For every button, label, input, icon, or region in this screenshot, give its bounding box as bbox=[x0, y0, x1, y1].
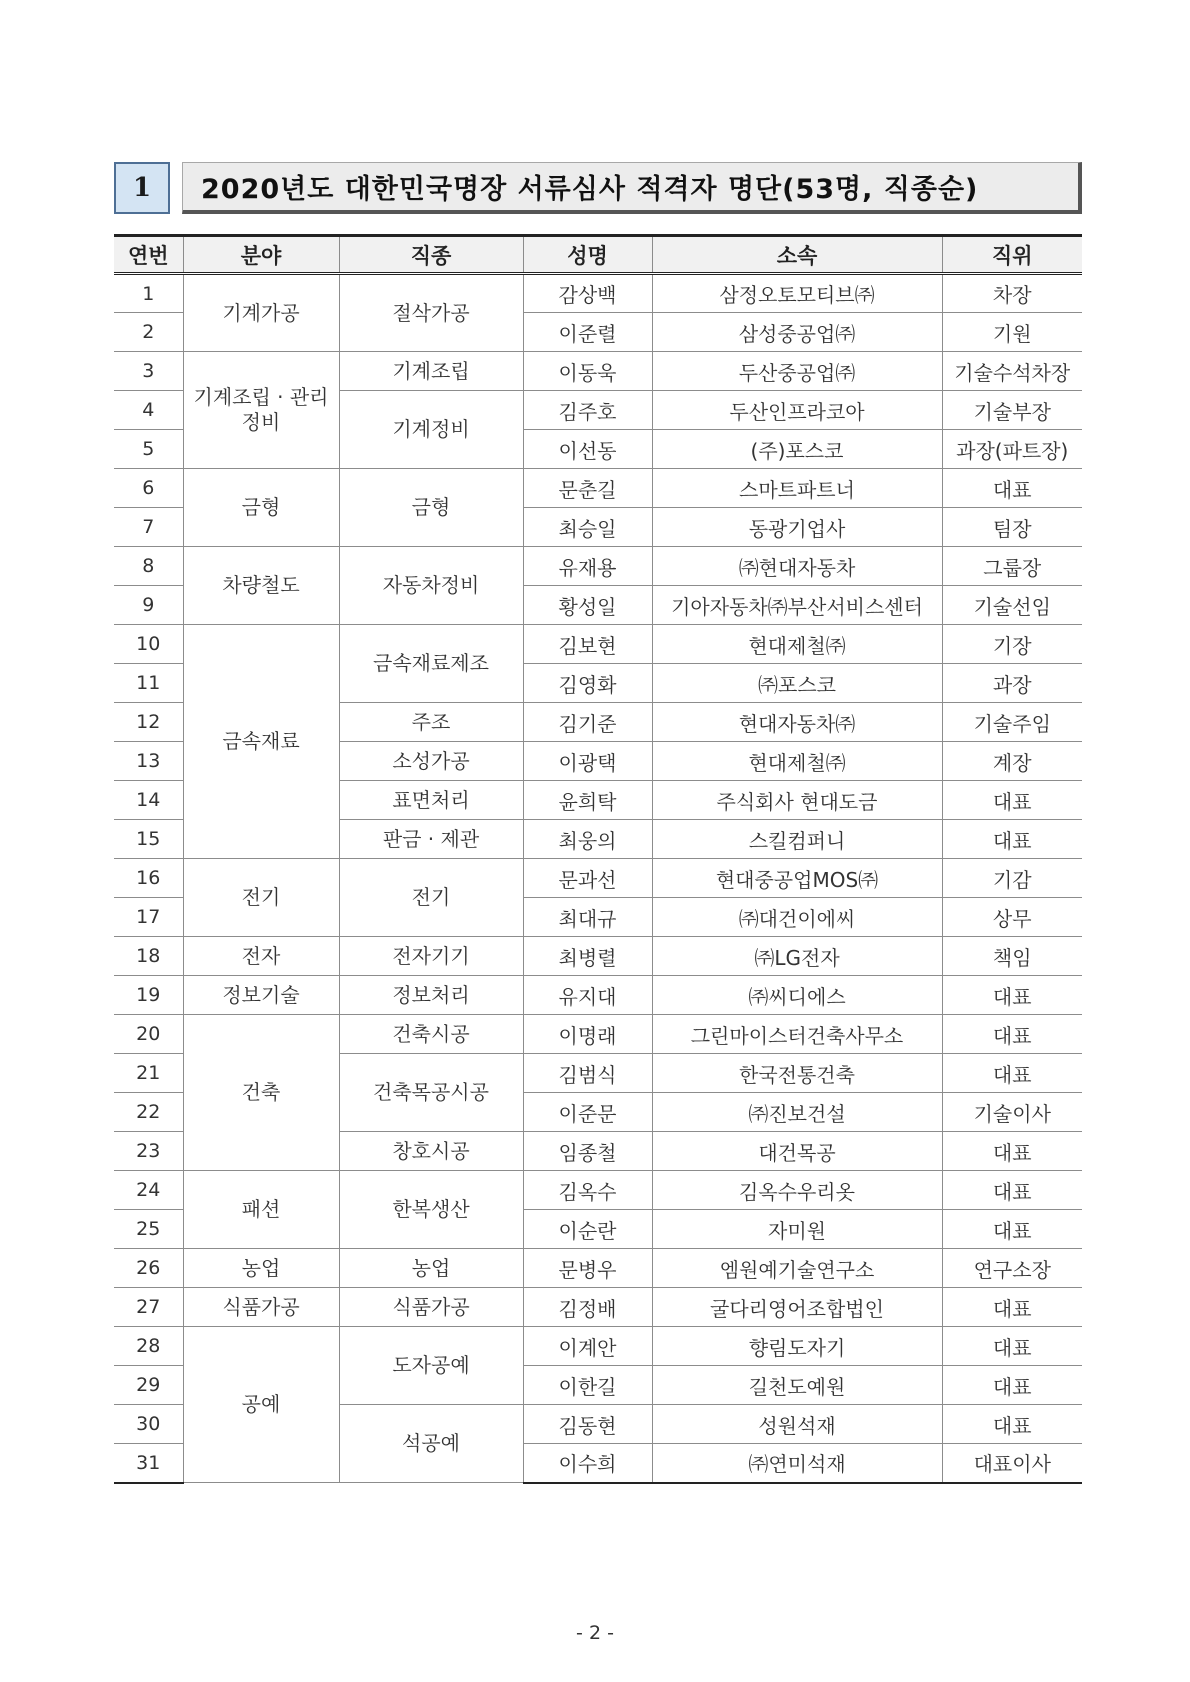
cell-company: ㈜진보건설 bbox=[652, 1093, 942, 1132]
cell-name: 최승일 bbox=[523, 508, 652, 547]
cell-trade: 기계정비 bbox=[339, 391, 523, 469]
cell-no: 24 bbox=[114, 1171, 183, 1210]
cell-no: 7 bbox=[114, 508, 183, 547]
cell-name: 이동욱 bbox=[523, 352, 652, 391]
column-header-trade: 직종 bbox=[339, 236, 523, 274]
cell-company: 스마트파트너 bbox=[652, 469, 942, 508]
cell-no: 27 bbox=[114, 1288, 183, 1327]
cell-trade: 창호시공 bbox=[339, 1132, 523, 1171]
cell-position: 대표 bbox=[942, 781, 1082, 820]
cell-company: 주식회사 현대도금 bbox=[652, 781, 942, 820]
table-row bbox=[114, 1015, 1082, 1054]
cell-name: 이한길 bbox=[523, 1366, 652, 1405]
cell-no: 11 bbox=[114, 664, 183, 703]
table-header bbox=[114, 236, 1082, 274]
cell-no: 1 bbox=[114, 274, 183, 313]
cell-company: ㈜현대자동차 bbox=[652, 547, 942, 586]
cell-name: 임종철 bbox=[523, 1132, 652, 1171]
cell-company: ㈜연미석재 bbox=[652, 1444, 942, 1483]
cell-position: 대표 bbox=[942, 1366, 1082, 1405]
cell-position: 기술선임 bbox=[942, 586, 1082, 625]
cell-no: 17 bbox=[114, 898, 183, 937]
cell-company: 기아자동차㈜부산서비스센터 bbox=[652, 586, 942, 625]
cell-position: 대표 bbox=[942, 1288, 1082, 1327]
cell-no: 10 bbox=[114, 625, 183, 664]
candidate-table bbox=[114, 234, 1082, 1484]
cell-position: 기원 bbox=[942, 313, 1082, 352]
table-row bbox=[114, 859, 1082, 898]
cell-no: 21 bbox=[114, 1054, 183, 1093]
cell-company: 길천도예원 bbox=[652, 1366, 942, 1405]
cell-field: 농업 bbox=[183, 1249, 339, 1288]
table-row bbox=[114, 1171, 1082, 1210]
cell-trade: 건축목공시공 bbox=[339, 1054, 523, 1132]
cell-company: (주)포스코 bbox=[652, 430, 942, 469]
cell-position: 기술수석차장 bbox=[942, 352, 1082, 391]
cell-trade: 금형 bbox=[339, 469, 523, 547]
section-header bbox=[114, 162, 1082, 214]
cell-company: 대건목공 bbox=[652, 1132, 942, 1171]
cell-no: 30 bbox=[114, 1405, 183, 1444]
table-header-row bbox=[114, 236, 1082, 274]
cell-field: 패션 bbox=[183, 1171, 339, 1249]
cell-name: 이수희 bbox=[523, 1444, 652, 1483]
cell-name: 김범식 bbox=[523, 1054, 652, 1093]
cell-trade: 정보처리 bbox=[339, 976, 523, 1015]
cell-field: 금형 bbox=[183, 469, 339, 547]
cell-trade: 건축시공 bbox=[339, 1015, 523, 1054]
cell-name: 최병렬 bbox=[523, 937, 652, 976]
page-number: - 2 - bbox=[576, 1622, 614, 1644]
cell-trade: 소성가공 bbox=[339, 742, 523, 781]
cell-name: 이준문 bbox=[523, 1093, 652, 1132]
cell-company: ㈜대건이에씨 bbox=[652, 898, 942, 937]
column-header-company: 소속 bbox=[652, 236, 942, 274]
cell-name: 문춘길 bbox=[523, 469, 652, 508]
cell-position: 책임 bbox=[942, 937, 1082, 976]
cell-no: 19 bbox=[114, 976, 183, 1015]
cell-position: 기술부장 bbox=[942, 391, 1082, 430]
cell-position: 계장 bbox=[942, 742, 1082, 781]
cell-no: 23 bbox=[114, 1132, 183, 1171]
cell-field: 기계조립 · 관리정비 bbox=[183, 352, 339, 469]
table-row bbox=[114, 976, 1082, 1015]
cell-name: 김옥수 bbox=[523, 1171, 652, 1210]
cell-position: 과장(파트장) bbox=[942, 430, 1082, 469]
cell-name: 이계안 bbox=[523, 1327, 652, 1366]
cell-no: 2 bbox=[114, 313, 183, 352]
cell-trade: 자동차정비 bbox=[339, 547, 523, 625]
cell-field: 정보기술 bbox=[183, 976, 339, 1015]
cell-company: ㈜포스코 bbox=[652, 664, 942, 703]
cell-company: 두산중공업㈜ bbox=[652, 352, 942, 391]
cell-position: 기술이사 bbox=[942, 1093, 1082, 1132]
cell-company: 동광기업사 bbox=[652, 508, 942, 547]
cell-position: 연구소장 bbox=[942, 1249, 1082, 1288]
cell-company: 스킬컴퍼니 bbox=[652, 820, 942, 859]
section-number: 1 bbox=[114, 162, 170, 214]
table-row bbox=[114, 1249, 1082, 1288]
cell-trade: 전자기기 bbox=[339, 937, 523, 976]
cell-trade: 판금 · 제관 bbox=[339, 820, 523, 859]
cell-position: 기술주임 bbox=[942, 703, 1082, 742]
cell-no: 26 bbox=[114, 1249, 183, 1288]
cell-position: 대표 bbox=[942, 1327, 1082, 1366]
table-row bbox=[114, 352, 1082, 391]
cell-name: 김영화 bbox=[523, 664, 652, 703]
cell-name: 이선동 bbox=[523, 430, 652, 469]
cell-trade: 식품가공 bbox=[339, 1288, 523, 1327]
cell-no: 22 bbox=[114, 1093, 183, 1132]
table-row bbox=[114, 274, 1082, 313]
cell-name: 황성일 bbox=[523, 586, 652, 625]
cell-position: 기장 bbox=[942, 625, 1082, 664]
cell-no: 9 bbox=[114, 586, 183, 625]
column-header-field: 분야 bbox=[183, 236, 339, 274]
cell-trade: 전기 bbox=[339, 859, 523, 937]
cell-name: 김동현 bbox=[523, 1405, 652, 1444]
cell-position: 상무 bbox=[942, 898, 1082, 937]
cell-position: 기감 bbox=[942, 859, 1082, 898]
cell-company: ㈜씨디에스 bbox=[652, 976, 942, 1015]
cell-name: 이명래 bbox=[523, 1015, 652, 1054]
cell-no: 6 bbox=[114, 469, 183, 508]
cell-position: 대표 bbox=[942, 1210, 1082, 1249]
cell-no: 13 bbox=[114, 742, 183, 781]
cell-position: 대표 bbox=[942, 469, 1082, 508]
cell-company: 성원석재 bbox=[652, 1405, 942, 1444]
cell-position: 차장 bbox=[942, 274, 1082, 313]
cell-no: 29 bbox=[114, 1366, 183, 1405]
cell-name: 유재용 bbox=[523, 547, 652, 586]
cell-no: 4 bbox=[114, 391, 183, 430]
cell-no: 12 bbox=[114, 703, 183, 742]
cell-name: 김정배 bbox=[523, 1288, 652, 1327]
cell-no: 14 bbox=[114, 781, 183, 820]
cell-field: 기계가공 bbox=[183, 274, 339, 352]
cell-name: 이순란 bbox=[523, 1210, 652, 1249]
cell-no: 3 bbox=[114, 352, 183, 391]
cell-name: 이광택 bbox=[523, 742, 652, 781]
cell-name: 문병우 bbox=[523, 1249, 652, 1288]
cell-company: 현대제철㈜ bbox=[652, 625, 942, 664]
cell-name: 이준렬 bbox=[523, 313, 652, 352]
cell-no: 28 bbox=[114, 1327, 183, 1366]
table-body bbox=[114, 274, 1082, 1483]
cell-company: 두산인프라코아 bbox=[652, 391, 942, 430]
cell-company: 현대제철㈜ bbox=[652, 742, 942, 781]
cell-trade: 절삭가공 bbox=[339, 274, 523, 352]
cell-name: 최대규 bbox=[523, 898, 652, 937]
cell-position: 대표 bbox=[942, 976, 1082, 1015]
table-row bbox=[114, 469, 1082, 508]
cell-company: ㈜LG전자 bbox=[652, 937, 942, 976]
cell-field: 식품가공 bbox=[183, 1288, 339, 1327]
cell-position: 대표 bbox=[942, 1132, 1082, 1171]
cell-name: 감상백 bbox=[523, 274, 652, 313]
cell-company: 그린마이스터건축사무소 bbox=[652, 1015, 942, 1054]
cell-company: 향림도자기 bbox=[652, 1327, 942, 1366]
cell-field: 금속재료 bbox=[183, 625, 339, 859]
cell-company: 현대중공업MOS㈜ bbox=[652, 859, 942, 898]
cell-company: 삼성중공업㈜ bbox=[652, 313, 942, 352]
cell-no: 31 bbox=[114, 1444, 183, 1483]
cell-company: 한국전통건축 bbox=[652, 1054, 942, 1093]
cell-position: 대표 bbox=[942, 1405, 1082, 1444]
column-header-no: 연번 bbox=[114, 236, 183, 274]
cell-trade: 도자공예 bbox=[339, 1327, 523, 1405]
cell-name: 김주호 bbox=[523, 391, 652, 430]
cell-no: 15 bbox=[114, 820, 183, 859]
cell-position: 대표 bbox=[942, 1171, 1082, 1210]
cell-position: 과장 bbox=[942, 664, 1082, 703]
cell-name: 문과선 bbox=[523, 859, 652, 898]
cell-trade: 한복생산 bbox=[339, 1171, 523, 1249]
cell-field: 건축 bbox=[183, 1015, 339, 1171]
cell-trade: 표면처리 bbox=[339, 781, 523, 820]
cell-no: 5 bbox=[114, 430, 183, 469]
cell-company: 삼정오토모티브㈜ bbox=[652, 274, 942, 313]
cell-field: 차량철도 bbox=[183, 547, 339, 625]
cell-trade: 석공예 bbox=[339, 1405, 523, 1483]
cell-name: 최웅의 bbox=[523, 820, 652, 859]
table-row bbox=[114, 625, 1082, 664]
cell-no: 16 bbox=[114, 859, 183, 898]
cell-no: 25 bbox=[114, 1210, 183, 1249]
cell-name: 김기준 bbox=[523, 703, 652, 742]
cell-position: 대표이사 bbox=[942, 1444, 1082, 1483]
page-title: 2020년도 대한민국명장 서류심사 적격자 명단(53명, 직종순) bbox=[182, 162, 1082, 214]
cell-name: 유지대 bbox=[523, 976, 652, 1015]
cell-company: 엠원예기술연구소 bbox=[652, 1249, 942, 1288]
cell-no: 20 bbox=[114, 1015, 183, 1054]
cell-company: 자미원 bbox=[652, 1210, 942, 1249]
cell-trade: 농업 bbox=[339, 1249, 523, 1288]
cell-no: 8 bbox=[114, 547, 183, 586]
cell-position: 팀장 bbox=[942, 508, 1082, 547]
cell-position: 대표 bbox=[942, 1015, 1082, 1054]
column-header-position: 직위 bbox=[942, 236, 1082, 274]
cell-field: 공예 bbox=[183, 1327, 339, 1483]
cell-field: 전자 bbox=[183, 937, 339, 976]
cell-position: 대표 bbox=[942, 820, 1082, 859]
cell-company: 김옥수우리옷 bbox=[652, 1171, 942, 1210]
cell-name: 김보현 bbox=[523, 625, 652, 664]
cell-no: 18 bbox=[114, 937, 183, 976]
table-row bbox=[114, 937, 1082, 976]
cell-company: 현대자동차㈜ bbox=[652, 703, 942, 742]
cell-trade: 기계조립 bbox=[339, 352, 523, 391]
cell-company: 굴다리영어조합법인 bbox=[652, 1288, 942, 1327]
cell-trade: 금속재료제조 bbox=[339, 625, 523, 703]
cell-position: 그룹장 bbox=[942, 547, 1082, 586]
column-header-name: 성명 bbox=[523, 236, 652, 274]
table-row bbox=[114, 547, 1082, 586]
cell-trade: 주조 bbox=[339, 703, 523, 742]
cell-name: 윤희탁 bbox=[523, 781, 652, 820]
cell-position: 대표 bbox=[942, 1054, 1082, 1093]
cell-field: 전기 bbox=[183, 859, 339, 937]
table-row bbox=[114, 1327, 1082, 1366]
table-row bbox=[114, 1288, 1082, 1327]
